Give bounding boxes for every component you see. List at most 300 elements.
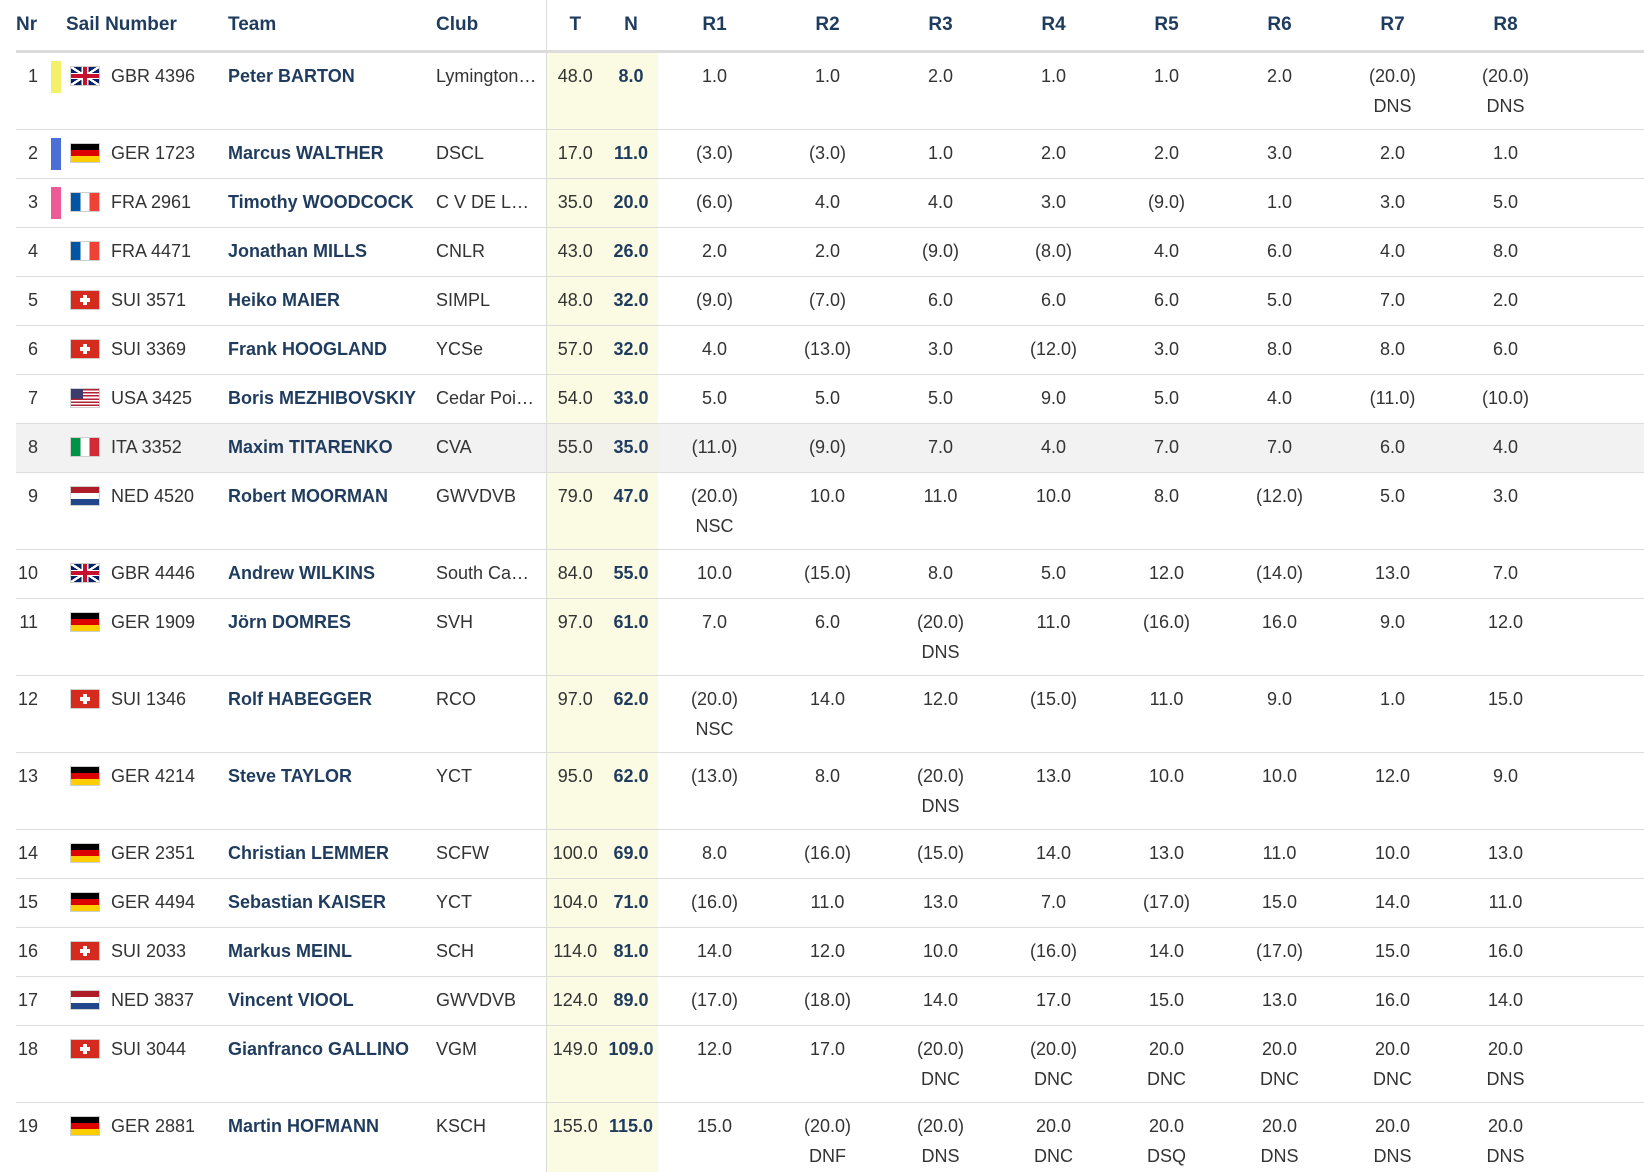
race-score: 1.0 [701, 66, 728, 86]
race-3-result [884, 52, 997, 130]
ned-flag-icon [70, 486, 100, 506]
race-score: 14.0 [922, 990, 959, 1010]
race-7-result [1336, 1103, 1449, 1172]
race-score: 15.0 [1374, 941, 1411, 961]
race-score: 12.0 [809, 941, 846, 961]
ger-flag-icon [70, 892, 100, 912]
race-7-result [1336, 179, 1449, 228]
team-name-link[interactable]: Martin HOFMANN [228, 1103, 436, 1172]
race-5-result [1110, 830, 1223, 879]
race-7-result [1336, 1026, 1449, 1103]
race-4-result [997, 977, 1110, 1026]
race-2-result [771, 830, 884, 879]
race-score: 14.0 [809, 689, 846, 709]
race-score: (11.0) [1369, 388, 1416, 408]
race-score: (3.0) [695, 143, 733, 163]
header-team[interactable]: Team [228, 0, 436, 52]
sail-number: GER 1909 [111, 612, 196, 632]
table-row[interactable] [16, 1026, 1644, 1103]
club-name: KSCH [436, 1103, 546, 1172]
header-r4[interactable]: R4 [997, 0, 1110, 52]
sui-flag-icon [70, 1039, 100, 1059]
ger-flag-icon [70, 843, 100, 863]
race-6-result [1223, 228, 1336, 277]
race-score: 4.0 [927, 192, 954, 212]
race-score: 5.0 [1040, 563, 1067, 583]
podium-marker-cell [46, 977, 66, 1026]
race-3-result [884, 830, 997, 879]
header-row [16, 0, 1644, 52]
total-points: 95.0 [546, 753, 604, 830]
net-points: 115.0 [604, 1103, 658, 1172]
race-penalty-code: DSQ [1146, 1146, 1186, 1166]
race-score: 11.0 [1262, 843, 1297, 863]
podium-marker-cell [46, 52, 66, 130]
race-score: 11.0 [1149, 689, 1184, 709]
race-score: 2.0 [814, 241, 841, 261]
header-sail-number[interactable]: Sail Number [66, 0, 228, 52]
race-score: 2.0 [1266, 66, 1293, 86]
net-points: 71.0 [604, 879, 658, 928]
race-score: (15.0) [1029, 689, 1078, 709]
race-score: (20.0) [916, 612, 965, 632]
race-score: 10.0 [1261, 766, 1298, 786]
race-score: 13.0 [1148, 843, 1185, 863]
race-4-result [997, 52, 1110, 130]
sail-number-cell [66, 375, 228, 424]
sail-number: NED 3837 [111, 990, 195, 1010]
sail-number-cell [66, 326, 228, 375]
podium-marker [51, 558, 61, 590]
race-3-result [884, 375, 997, 424]
race-7-result [1336, 928, 1449, 977]
race-4-result [997, 550, 1110, 599]
ger-flag-icon [70, 143, 100, 163]
race-2-result [771, 676, 884, 753]
race-3-result [884, 277, 997, 326]
race-4-result [997, 473, 1110, 550]
header-r2[interactable]: R2 [771, 0, 884, 52]
team-name-link[interactable]: Maxim TITARENKO [228, 424, 436, 473]
sail-number-cell [66, 879, 228, 928]
team-name-link[interactable]: Andrew WILKINS [228, 550, 436, 599]
race-2-result [771, 1103, 884, 1172]
race-score: 4.0 [1492, 437, 1519, 457]
net-points: 81.0 [604, 928, 658, 977]
race-score: 2.0 [1153, 143, 1180, 163]
race-8-result [1449, 550, 1562, 599]
header-r1[interactable]: R1 [658, 0, 771, 52]
race-8-result [1449, 375, 1562, 424]
club-name: VGM [436, 1026, 546, 1103]
race-score: 20.0 [1374, 1116, 1411, 1136]
race-5-result [1110, 130, 1223, 179]
net-points: 32.0 [604, 326, 658, 375]
race-6-result [1223, 928, 1336, 977]
race-penalty-code: DNC [1373, 1069, 1412, 1089]
sail-number: SUI 1346 [111, 689, 187, 709]
race-score: (15.0) [803, 563, 852, 583]
team-name-link[interactable]: Vincent VIOOL [228, 977, 436, 1026]
race-score: 8.0 [1492, 241, 1519, 261]
team-name-link[interactable]: Heiko MAIER [228, 277, 436, 326]
podium-marker-cell [46, 599, 66, 676]
net-points: 26.0 [604, 228, 658, 277]
race-score: 13.0 [1035, 766, 1072, 786]
team-name-link[interactable]: Gianfranco GALLINO [228, 1026, 436, 1103]
net-points: 61.0 [604, 599, 658, 676]
race-score: 6.0 [1040, 290, 1067, 310]
podium-marker [51, 985, 61, 1017]
race-penalty-code: DNC [921, 1069, 960, 1089]
race-score: 7.0 [1379, 290, 1406, 310]
team-name-link[interactable]: Timothy WOODCOCK [228, 179, 436, 228]
club-name: SCFW [436, 830, 546, 879]
race-penalty-code: DNS [921, 796, 960, 816]
race-score: (13.0) [803, 339, 852, 359]
club-name: Lymington… [436, 52, 546, 130]
race-2-result [771, 928, 884, 977]
race-score: 20.0 [1261, 1116, 1298, 1136]
podium-marker [51, 236, 61, 268]
race-8-result [1449, 179, 1562, 228]
table-row[interactable] [16, 550, 1644, 599]
race-1-result [658, 130, 771, 179]
race-5-result [1110, 473, 1223, 550]
race-6-result [1223, 599, 1336, 676]
table-row[interactable] [16, 424, 1644, 473]
race-4-result [997, 879, 1110, 928]
race-score: (20.0) [690, 689, 739, 709]
sail-number: GER 2351 [111, 843, 196, 863]
sui-flag-icon [70, 941, 100, 961]
race-score: 16.0 [1261, 612, 1298, 632]
rank-number: 10 [16, 550, 46, 599]
club-name: YCT [436, 879, 546, 928]
race-5-result [1110, 1103, 1223, 1172]
team-name-link[interactable]: Boris MEZHIBOVSKIY [228, 375, 436, 424]
header-r7[interactable]: R7 [1336, 0, 1449, 52]
race-penalty-code: DNC [1034, 1069, 1073, 1089]
podium-marker [51, 432, 61, 464]
race-6-result [1223, 424, 1336, 473]
race-3-result [884, 550, 997, 599]
rank-number: 15 [16, 879, 46, 928]
table-row[interactable] [16, 977, 1644, 1026]
team-name-link[interactable]: Christian LEMMER [228, 830, 436, 879]
race-score: 3.0 [927, 339, 954, 359]
race-7-result [1336, 977, 1449, 1026]
race-1-result [658, 1026, 771, 1103]
table-row[interactable] [16, 179, 1644, 228]
total-points: 48.0 [546, 277, 604, 326]
race-score: 3.0 [1266, 143, 1293, 163]
race-score: 20.0 [1148, 1039, 1185, 1059]
race-2-result [771, 879, 884, 928]
race-score: 10.0 [1374, 843, 1411, 863]
race-score: 6.0 [1379, 437, 1406, 457]
race-2-result [771, 599, 884, 676]
race-2-result [771, 424, 884, 473]
rank-number: 7 [16, 375, 46, 424]
race-6-result [1223, 130, 1336, 179]
race-8-result [1449, 326, 1562, 375]
sail-number-cell [66, 599, 228, 676]
table-row[interactable] [16, 676, 1644, 753]
race-3-result [884, 326, 997, 375]
rank-number: 11 [16, 599, 46, 676]
race-score: 7.0 [927, 437, 954, 457]
club-name: SCH [436, 928, 546, 977]
team-name-link[interactable]: Steve TAYLOR [228, 753, 436, 830]
podium-marker [51, 936, 61, 968]
race-score: 13.0 [1374, 563, 1411, 583]
header-total[interactable]: T [546, 0, 604, 52]
podium-marker-cell [46, 1026, 66, 1103]
sail-number-cell [66, 473, 228, 550]
race-8-result [1449, 424, 1562, 473]
race-score: (7.0) [808, 290, 846, 310]
race-3-result [884, 130, 997, 179]
race-4-result [997, 928, 1110, 977]
total-points: 35.0 [546, 179, 604, 228]
race-1-result [658, 1103, 771, 1172]
podium-marker [51, 383, 61, 415]
race-3-result [884, 676, 997, 753]
race-6-result [1223, 753, 1336, 830]
podium-marker-cell [46, 676, 66, 753]
table-row[interactable] [16, 830, 1644, 879]
club-name: C V DE L… [436, 179, 546, 228]
race-3-result [884, 1026, 997, 1103]
team-name-link[interactable]: Jörn DOMRES [228, 599, 436, 676]
net-points: 11.0 [604, 130, 658, 179]
race-penalty-code: NSC [695, 719, 734, 739]
race-score: 11.0 [923, 486, 958, 506]
race-penalty-code: DNS [1260, 1146, 1299, 1166]
table-row[interactable] [16, 753, 1644, 830]
race-score: 12.0 [696, 1039, 733, 1059]
race-7-result [1336, 753, 1449, 830]
team-name-link[interactable]: Frank HOOGLAND [228, 326, 436, 375]
table-row[interactable] [16, 1103, 1644, 1172]
race-score: 14.0 [1487, 990, 1524, 1010]
podium-marker [51, 887, 61, 919]
race-1-result [658, 277, 771, 326]
race-score: (16.0) [690, 892, 739, 912]
race-8-result [1449, 130, 1562, 179]
race-1-result [658, 228, 771, 277]
race-7-result [1336, 130, 1449, 179]
race-5-result [1110, 277, 1223, 326]
race-score: 4.0 [1040, 437, 1067, 457]
race-8-result [1449, 977, 1562, 1026]
race-3-result [884, 473, 997, 550]
table-row[interactable] [16, 277, 1644, 326]
race-score: 7.0 [1040, 892, 1067, 912]
podium-marker-cell [46, 130, 66, 179]
race-7-result [1336, 879, 1449, 928]
race-2-result [771, 228, 884, 277]
rank-number: 5 [16, 277, 46, 326]
race-score: 9.0 [1266, 689, 1293, 709]
race-3-result [884, 228, 997, 277]
race-4-result [997, 326, 1110, 375]
race-penalty-code: DNC [1147, 1069, 1186, 1089]
sail-number: FRA 2961 [111, 192, 192, 212]
club-name: Cedar Poi… [436, 375, 546, 424]
club-name: CNLR [436, 228, 546, 277]
sail-number: SUI 2033 [111, 941, 187, 961]
sail-number-cell [66, 928, 228, 977]
race-score: 5.0 [701, 388, 728, 408]
race-score: (9.0) [921, 241, 959, 261]
race-score: 8.0 [1266, 339, 1293, 359]
total-points: 48.0 [546, 52, 604, 130]
rank-number: 6 [16, 326, 46, 375]
race-3-result [884, 977, 997, 1026]
race-score: 4.0 [1266, 388, 1293, 408]
race-score: 9.0 [1492, 766, 1519, 786]
header-r3[interactable]: R3 [884, 0, 997, 52]
race-3-result [884, 879, 997, 928]
club-name: DSCL [436, 130, 546, 179]
table-row[interactable] [16, 52, 1644, 130]
podium-marker-cell [46, 277, 66, 326]
sail-number: GBR 4446 [111, 563, 196, 583]
table-row[interactable] [16, 879, 1644, 928]
race-score: 10.0 [1035, 486, 1072, 506]
header-net[interactable]: N [604, 0, 658, 52]
rank-number: 4 [16, 228, 46, 277]
team-name-link[interactable]: Markus MEINL [228, 928, 436, 977]
race-2-result [771, 375, 884, 424]
podium-marker-cell [46, 424, 66, 473]
team-name-link[interactable]: Peter BARTON [228, 52, 436, 130]
net-points: 47.0 [604, 473, 658, 550]
race-1-result [658, 753, 771, 830]
race-1-result [658, 879, 771, 928]
sail-number: FRA 4471 [111, 241, 192, 261]
race-score: 4.0 [701, 339, 728, 359]
table-row[interactable] [16, 130, 1644, 179]
team-name-link[interactable]: Jonathan MILLS [228, 228, 436, 277]
race-score: 16.0 [1374, 990, 1411, 1010]
race-6-result [1223, 179, 1336, 228]
race-3-result [884, 424, 997, 473]
race-score: 20.0 [1148, 1116, 1185, 1136]
table-row[interactable] [16, 473, 1644, 550]
team-name-link[interactable]: Sebastian KAISER [228, 879, 436, 928]
race-1-result [658, 977, 771, 1026]
table-row[interactable] [16, 375, 1644, 424]
table-row[interactable] [16, 228, 1644, 277]
race-8-result [1449, 830, 1562, 879]
sail-number: GER 2881 [111, 1116, 196, 1136]
race-score: (17.0) [1142, 892, 1191, 912]
race-score: 12.0 [1374, 766, 1411, 786]
podium-marker [51, 684, 61, 716]
race-score: 6.0 [927, 290, 954, 310]
race-2-result [771, 277, 884, 326]
race-7-result [1336, 228, 1449, 277]
race-7-result [1336, 676, 1449, 753]
race-score: (17.0) [1255, 941, 1304, 961]
sail-number: GBR 4396 [111, 66, 196, 86]
race-7-result [1336, 830, 1449, 879]
header-r5[interactable]: R5 [1110, 0, 1223, 52]
team-name-link[interactable]: Marcus WALTHER [228, 130, 436, 179]
net-points: 62.0 [604, 753, 658, 830]
header-r8[interactable]: R8 [1449, 0, 1562, 52]
header-club[interactable]: Club [436, 0, 546, 52]
race-7-result [1336, 550, 1449, 599]
race-score: 6.0 [1492, 339, 1519, 359]
race-score: 1.0 [1266, 192, 1293, 212]
race-score: (17.0) [690, 990, 739, 1010]
race-5-result [1110, 879, 1223, 928]
race-1-result [658, 473, 771, 550]
race-score: (3.0) [808, 143, 846, 163]
net-points: 69.0 [604, 830, 658, 879]
race-8-result [1449, 277, 1562, 326]
total-points: 155.0 [546, 1103, 604, 1172]
race-score: 13.0 [1487, 843, 1524, 863]
race-score: 14.0 [1035, 843, 1072, 863]
total-points: 55.0 [546, 424, 604, 473]
sail-number: USA 3425 [111, 388, 193, 408]
race-3-result [884, 1103, 997, 1172]
race-5-result [1110, 179, 1223, 228]
rank-number: 9 [16, 473, 46, 550]
table-row[interactable] [16, 928, 1644, 977]
race-6-result [1223, 1026, 1336, 1103]
race-6-result [1223, 1103, 1336, 1172]
podium-marker-cell [46, 1103, 66, 1172]
race-score: 15.0 [1487, 689, 1524, 709]
sail-number: GER 4214 [111, 766, 196, 786]
race-7-result [1336, 326, 1449, 375]
race-score: 3.0 [1153, 339, 1180, 359]
race-7-result [1336, 277, 1449, 326]
total-points: 104.0 [546, 879, 604, 928]
race-score: 5.0 [1153, 388, 1180, 408]
header-r6[interactable]: R6 [1223, 0, 1336, 52]
podium-marker-cell [46, 375, 66, 424]
race-score: 4.0 [814, 192, 841, 212]
race-score: (16.0) [1142, 612, 1191, 632]
table-row[interactable] [16, 326, 1644, 375]
race-score: 5.0 [1379, 486, 1406, 506]
sail-number: SUI 3369 [111, 339, 187, 359]
race-6-result [1223, 326, 1336, 375]
race-score: 9.0 [1379, 612, 1406, 632]
team-name-link[interactable]: Rolf HABEGGER [228, 676, 436, 753]
race-score: 1.0 [927, 143, 954, 163]
net-points: 32.0 [604, 277, 658, 326]
race-score: (20.0) [1368, 66, 1417, 86]
race-7-result [1336, 599, 1449, 676]
header-nr[interactable]: Nr [16, 0, 46, 52]
rank-number: 14 [16, 830, 46, 879]
team-name-link[interactable]: Robert MOORMAN [228, 473, 436, 550]
club-name: South Ca… [436, 550, 546, 599]
results-body [16, 52, 1644, 1172]
total-points: 43.0 [546, 228, 604, 277]
table-row[interactable] [16, 599, 1644, 676]
race-4-result [997, 1103, 1110, 1172]
race-score: 20.0 [1035, 1116, 1072, 1136]
